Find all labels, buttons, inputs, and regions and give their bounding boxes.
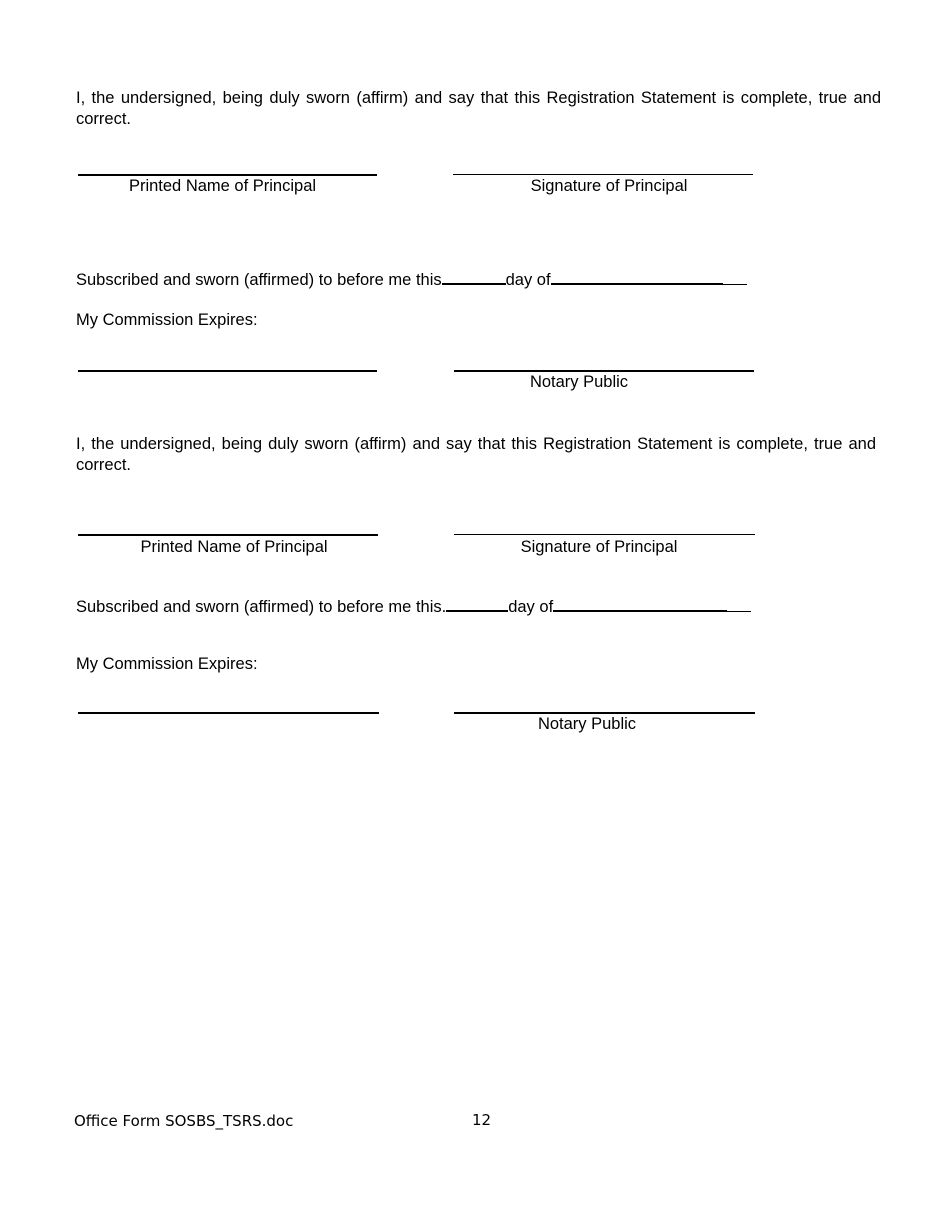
sworn-before-text-1: Subscribed and sworn (affirmed) to before me this xyxy=(76,271,442,289)
month-blank-tail-1 xyxy=(723,269,747,285)
month-blank-1[interactable] xyxy=(551,268,723,285)
notary-label-1: Notary Public xyxy=(529,373,629,391)
signature-label-2: Signature of Principal xyxy=(520,538,678,556)
sworn-statement-2: I, the undersigned, being duly sworn (affirm) and say that this Registration Statement is complete, true and correct. xyxy=(76,435,876,474)
commission-date-line-2[interactable] xyxy=(78,712,379,714)
sworn-before-row-1 xyxy=(76,268,747,290)
signature-label-1: Signature of Principal xyxy=(530,177,688,195)
printed-name-line-2[interactable] xyxy=(78,534,378,536)
commission-expires-2: My Commission Expires: xyxy=(76,655,258,673)
sworn-statement-1: I, the undersigned, being duly sworn (affirm) and say that this Registration Statement is complete, true and correct. xyxy=(76,89,881,128)
footer-form-name: Office Form SOSBS_TSRS.doc xyxy=(74,1112,294,1130)
commission-date-line-1[interactable] xyxy=(78,370,377,372)
commission-expires-1: My Commission Expires: xyxy=(76,311,258,329)
month-blank-2[interactable] xyxy=(553,595,727,612)
signature-line-1[interactable] xyxy=(453,174,753,175)
printed-name-label-2: Printed Name of Principal xyxy=(140,538,328,556)
day-blank-2[interactable] xyxy=(446,595,508,612)
printed-name-label-1: Printed Name of Principal xyxy=(128,177,317,195)
sworn-before-row-2 xyxy=(76,595,751,617)
notary-label-2: Notary Public xyxy=(537,715,637,733)
signature-line-2[interactable] xyxy=(454,534,755,535)
footer-page-number: 12 xyxy=(472,1111,492,1129)
day-of-text-2: day of xyxy=(508,598,554,616)
sworn-before-text-2: Subscribed and sworn (affirmed) to before me this. xyxy=(76,598,447,616)
month-blank-tail-2 xyxy=(727,596,751,612)
day-of-text-1: day of xyxy=(505,271,551,289)
day-blank-1[interactable] xyxy=(442,268,506,285)
